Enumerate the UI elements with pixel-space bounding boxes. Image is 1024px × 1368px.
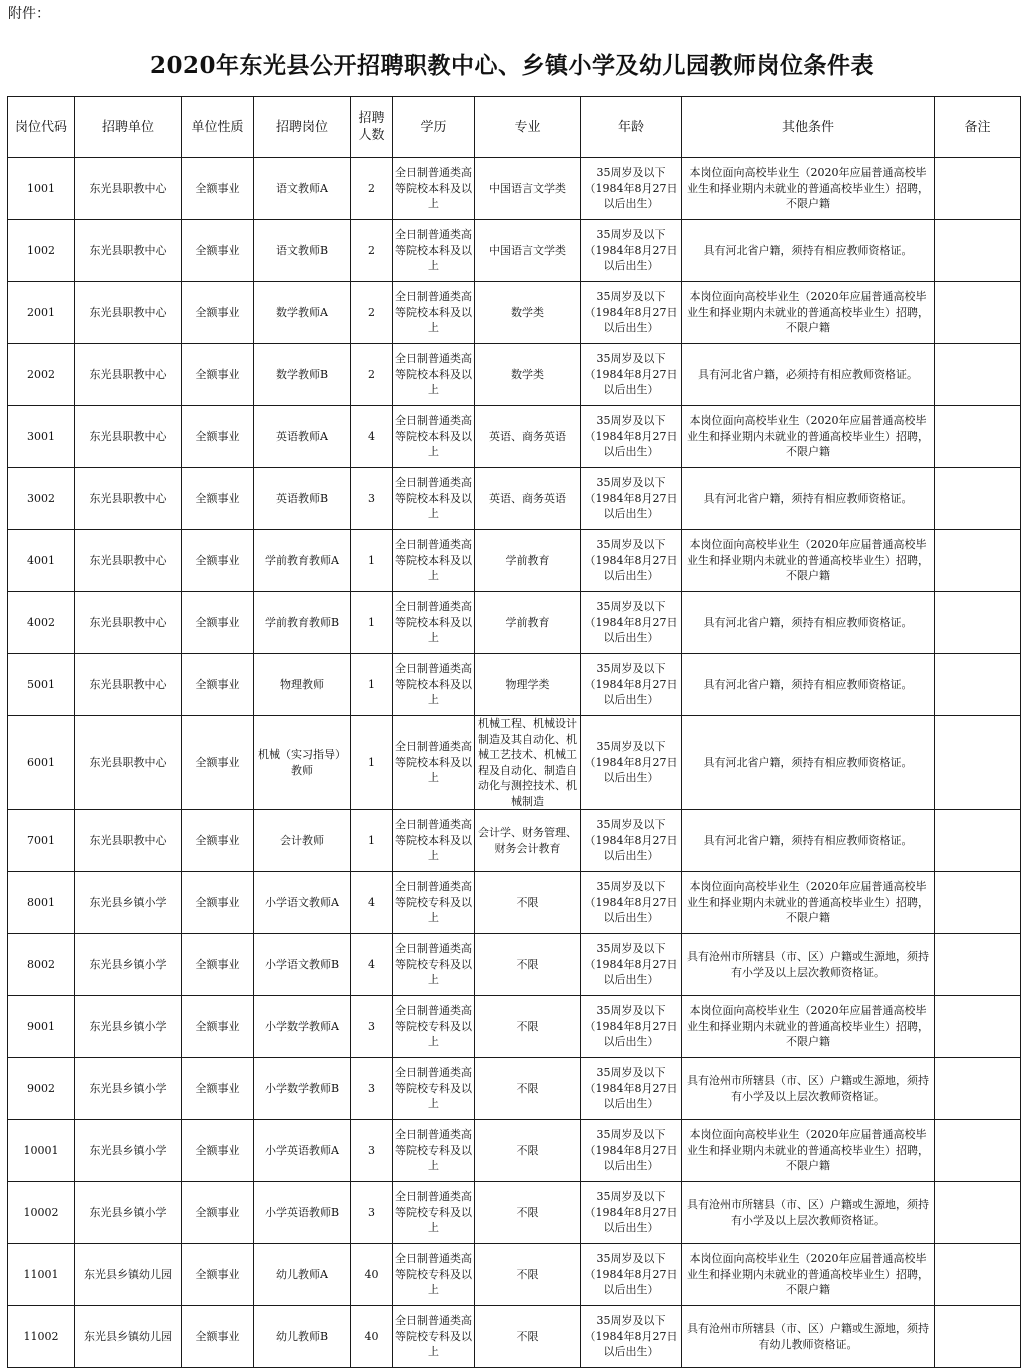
education-cell: 全日制普通类高等院校本科及以上: [393, 406, 475, 468]
employer-cell: 东光县职教中心: [75, 344, 182, 406]
other-conditions-cell: 本岗位面向高校毕业生（2020年应届普通高校毕业生和择业期内未就业的普通高校毕业生）招聘，不限户籍: [682, 530, 935, 592]
age-cell: 35周岁及以下（1984年8月27日以后出生）: [581, 1182, 682, 1244]
remarks-cell: [935, 1244, 1021, 1306]
other-conditions-cell: 具有河北省户籍，须持有相应教师资格证。: [682, 220, 935, 282]
headcount-cell: 4: [351, 934, 393, 996]
unit-type-cell: 全额事业: [182, 996, 254, 1058]
headcount-cell: 1: [351, 592, 393, 654]
attachment-label: 附件：: [8, 6, 50, 22]
table-body: [8, 158, 1021, 1368]
major-cell: 学前教育: [475, 592, 581, 654]
other-conditions-cell: 具有河北省户籍，须持有相应教师资格证。: [682, 654, 935, 716]
table-row: [8, 158, 1021, 220]
major-cell: 不限: [475, 1244, 581, 1306]
table-row: [8, 1306, 1021, 1368]
major-cell: 英语、商务英语: [475, 468, 581, 530]
remarks-cell: [935, 934, 1021, 996]
other-conditions-cell: 具有沧州市所辖县（市、区）户籍或生源地，须持有小学及以上层次教师资格证。: [682, 934, 935, 996]
education-cell: 全日制普通类高等院校本科及以上: [393, 530, 475, 592]
remarks-cell: [935, 530, 1021, 592]
position-code-cell: 8001: [8, 872, 75, 934]
age-cell: 35周岁及以下（1984年8月27日以后出生）: [581, 1306, 682, 1368]
remarks-cell: [935, 996, 1021, 1058]
table-row: [8, 592, 1021, 654]
position-name-cell: 会计教师: [254, 810, 351, 872]
other-conditions-cell: 具有河北省户籍，必须持有相应教师资格证。: [682, 344, 935, 406]
headcount-cell: 1: [351, 530, 393, 592]
employer-cell: 东光县乡镇小学: [75, 934, 182, 996]
education-cell: 全日制普通类高等院校本科及以上: [393, 158, 475, 220]
age-cell: 35周岁及以下（1984年8月27日以后出生）: [581, 872, 682, 934]
position-code-cell: 9002: [8, 1058, 75, 1120]
other-conditions-cell: 具有沧州市所辖县（市、区）户籍或生源地，须持有幼儿教师资格证。: [682, 1306, 935, 1368]
header-cell: 招聘岗位: [254, 97, 351, 158]
position-name-cell: 语文教师A: [254, 158, 351, 220]
age-cell: 35周岁及以下（1984年8月27日以后出生）: [581, 810, 682, 872]
education-cell: 全日制普通类高等院校专科及以上: [393, 996, 475, 1058]
position-code-cell: 5001: [8, 654, 75, 716]
unit-type-cell: 全额事业: [182, 1120, 254, 1182]
remarks-cell: [935, 282, 1021, 344]
headcount-cell: 40: [351, 1306, 393, 1368]
age-cell: 35周岁及以下（1984年8月27日以后出生）: [581, 158, 682, 220]
position-code-cell: 4001: [8, 530, 75, 592]
headcount-cell: 1: [351, 716, 393, 810]
other-conditions-cell: 具有河北省户籍，须持有相应教师资格证。: [682, 468, 935, 530]
table-row: [8, 344, 1021, 406]
position-name-cell: 小学数学教师B: [254, 1058, 351, 1120]
table-row: [8, 220, 1021, 282]
position-code-cell: 10001: [8, 1120, 75, 1182]
header-cell: 招聘单位: [75, 97, 182, 158]
headcount-cell: 3: [351, 1058, 393, 1120]
major-cell: 学前教育: [475, 530, 581, 592]
major-cell: 不限: [475, 1058, 581, 1120]
other-conditions-cell: 具有河北省户籍，须持有相应教师资格证。: [682, 810, 935, 872]
position-name-cell: 英语教师A: [254, 406, 351, 468]
unit-type-cell: 全额事业: [182, 344, 254, 406]
table-row: [8, 530, 1021, 592]
remarks-cell: [935, 468, 1021, 530]
age-cell: 35周岁及以下（1984年8月27日以后出生）: [581, 592, 682, 654]
major-cell: 不限: [475, 1306, 581, 1368]
age-cell: 35周岁及以下（1984年8月27日以后出生）: [581, 220, 682, 282]
employer-cell: 东光县职教中心: [75, 716, 182, 810]
header-cell: 其他条件: [682, 97, 935, 158]
major-cell: 中国语言文学类: [475, 220, 581, 282]
header-cell: 学历: [393, 97, 475, 158]
unit-type-cell: 全额事业: [182, 654, 254, 716]
other-conditions-cell: 本岗位面向高校毕业生（2020年应届普通高校毕业生和择业期内未就业的普通高校毕业生）招聘，不限户籍: [682, 872, 935, 934]
other-conditions-cell: 具有河北省户籍，须持有相应教师资格证。: [682, 716, 935, 810]
remarks-cell: [935, 1306, 1021, 1368]
remarks-cell: [935, 1120, 1021, 1182]
remarks-cell: [935, 872, 1021, 934]
education-cell: 全日制普通类高等院校本科及以上: [393, 592, 475, 654]
table-row: [8, 934, 1021, 996]
other-conditions-cell: 本岗位面向高校毕业生（2020年应届普通高校毕业生和择业期内未就业的普通高校毕业生）招聘，不限户籍: [682, 158, 935, 220]
education-cell: 全日制普通类高等院校本科及以上: [393, 716, 475, 810]
table-row: [8, 872, 1021, 934]
employer-cell: 东光县乡镇小学: [75, 1182, 182, 1244]
education-cell: 全日制普通类高等院校专科及以上: [393, 934, 475, 996]
position-code-cell: 3001: [8, 406, 75, 468]
table-row: [8, 1182, 1021, 1244]
remarks-cell: [935, 810, 1021, 872]
unit-type-cell: 全额事业: [182, 282, 254, 344]
other-conditions-cell: 本岗位面向高校毕业生（2020年应届普通高校毕业生和择业期内未就业的普通高校毕业生）招聘，不限户籍: [682, 996, 935, 1058]
education-cell: 全日制普通类高等院校本科及以上: [393, 468, 475, 530]
major-cell: 不限: [475, 1182, 581, 1244]
position-name-cell: 英语教师B: [254, 468, 351, 530]
headcount-cell: 2: [351, 344, 393, 406]
table-row: [8, 1244, 1021, 1306]
remarks-cell: [935, 158, 1021, 220]
employer-cell: 东光县乡镇小学: [75, 996, 182, 1058]
other-conditions-cell: 本岗位面向高校毕业生（2020年应届普通高校毕业生和择业期内未就业的普通高校毕业生）招聘，不限户籍: [682, 406, 935, 468]
employer-cell: 东光县职教中心: [75, 530, 182, 592]
position-code-cell: 7001: [8, 810, 75, 872]
position-code-cell: 9001: [8, 996, 75, 1058]
headcount-cell: 4: [351, 406, 393, 468]
other-conditions-cell: 具有沧州市所辖县（市、区）户籍或生源地，须持有小学及以上层次教师资格证。: [682, 1058, 935, 1120]
position-code-cell: 10002: [8, 1182, 75, 1244]
major-cell: 中国语言文学类: [475, 158, 581, 220]
header-cell: 招聘人数: [351, 97, 393, 158]
employer-cell: 东光县职教中心: [75, 282, 182, 344]
unit-type-cell: 全额事业: [182, 1306, 254, 1368]
age-cell: 35周岁及以下（1984年8月27日以后出生）: [581, 1244, 682, 1306]
major-cell: 不限: [475, 872, 581, 934]
major-cell: 不限: [475, 996, 581, 1058]
employer-cell: 东光县乡镇小学: [75, 1058, 182, 1120]
position-code-cell: 8002: [8, 934, 75, 996]
major-cell: 数学类: [475, 282, 581, 344]
headcount-cell: 1: [351, 810, 393, 872]
major-cell: 不限: [475, 1120, 581, 1182]
remarks-cell: [935, 716, 1021, 810]
education-cell: 全日制普通类高等院校专科及以上: [393, 1120, 475, 1182]
position-name-cell: 学前教育教师A: [254, 530, 351, 592]
headcount-cell: 3: [351, 1182, 393, 1244]
position-name-cell: 学前教育教师B: [254, 592, 351, 654]
employer-cell: 东光县职教中心: [75, 654, 182, 716]
headcount-cell: 3: [351, 468, 393, 530]
position-code-cell: 1001: [8, 158, 75, 220]
header-cell: 单位性质: [182, 97, 254, 158]
position-code-cell: 11002: [8, 1306, 75, 1368]
unit-type-cell: 全额事业: [182, 220, 254, 282]
headcount-cell: 1: [351, 654, 393, 716]
age-cell: 35周岁及以下（1984年8月27日以后出生）: [581, 654, 682, 716]
education-cell: 全日制普通类高等院校本科及以上: [393, 282, 475, 344]
position-name-cell: 数学教师B: [254, 344, 351, 406]
header-cell: 备注: [935, 97, 1021, 158]
employer-cell: 东光县职教中心: [75, 158, 182, 220]
employer-cell: 东光县职教中心: [75, 220, 182, 282]
table-row: [8, 810, 1021, 872]
headcount-cell: 4: [351, 872, 393, 934]
education-cell: 全日制普通类高等院校专科及以上: [393, 872, 475, 934]
employer-cell: 东光县乡镇小学: [75, 872, 182, 934]
position-name-cell: 物理教师: [254, 654, 351, 716]
table-row: [8, 282, 1021, 344]
position-name-cell: 小学语文教师A: [254, 872, 351, 934]
headcount-cell: 2: [351, 158, 393, 220]
headcount-cell: 40: [351, 1244, 393, 1306]
other-conditions-cell: 具有河北省户籍，须持有相应教师资格证。: [682, 592, 935, 654]
age-cell: 35周岁及以下（1984年8月27日以后出生）: [581, 530, 682, 592]
age-cell: 35周岁及以下（1984年8月27日以后出生）: [581, 344, 682, 406]
unit-type-cell: 全额事业: [182, 1182, 254, 1244]
age-cell: 35周岁及以下（1984年8月27日以后出生）: [581, 406, 682, 468]
table-row: [8, 406, 1021, 468]
other-conditions-cell: 具有沧州市所辖县（市、区）户籍或生源地，须持有小学及以上层次教师资格证。: [682, 1182, 935, 1244]
headcount-cell: 3: [351, 996, 393, 1058]
position-name-cell: 幼儿教师B: [254, 1306, 351, 1368]
position-name-cell: 语文教师B: [254, 220, 351, 282]
unit-type-cell: 全额事业: [182, 716, 254, 810]
table-row: [8, 1058, 1021, 1120]
education-cell: 全日制普通类高等院校本科及以上: [393, 654, 475, 716]
education-cell: 全日制普通类高等院校专科及以上: [393, 1306, 475, 1368]
table-header-row: [8, 97, 1021, 158]
major-cell: 英语、商务英语: [475, 406, 581, 468]
education-cell: 全日制普通类高等院校专科及以上: [393, 1182, 475, 1244]
major-cell: 不限: [475, 934, 581, 996]
remarks-cell: [935, 406, 1021, 468]
age-cell: 35周岁及以下（1984年8月27日以后出生）: [581, 1058, 682, 1120]
major-cell: 会计学、财务管理、财务会计教育: [475, 810, 581, 872]
unit-type-cell: 全额事业: [182, 872, 254, 934]
headcount-cell: 2: [351, 220, 393, 282]
headcount-cell: 3: [351, 1120, 393, 1182]
employer-cell: 东光县乡镇幼儿园: [75, 1306, 182, 1368]
remarks-cell: [935, 220, 1021, 282]
position-code-cell: 2001: [8, 282, 75, 344]
position-name-cell: 小学英语教师A: [254, 1120, 351, 1182]
education-cell: 全日制普通类高等院校专科及以上: [393, 1244, 475, 1306]
unit-type-cell: 全额事业: [182, 468, 254, 530]
remarks-cell: [935, 1182, 1021, 1244]
major-cell: 机械工程、机械设计制造及其自动化、机械工艺技术、机械工程及自动化、制造自动化与测控技术、机械制造: [475, 716, 581, 810]
age-cell: 35周岁及以下（1984年8月27日以后出生）: [581, 1120, 682, 1182]
unit-type-cell: 全额事业: [182, 1244, 254, 1306]
age-cell: 35周岁及以下（1984年8月27日以后出生）: [581, 716, 682, 810]
unit-type-cell: 全额事业: [182, 934, 254, 996]
remarks-cell: [935, 1058, 1021, 1120]
employer-cell: 东光县乡镇幼儿园: [75, 1244, 182, 1306]
position-code-cell: 6001: [8, 716, 75, 810]
remarks-cell: [935, 654, 1021, 716]
position-name-cell: 小学数学教师A: [254, 996, 351, 1058]
age-cell: 35周岁及以下（1984年8月27日以后出生）: [581, 468, 682, 530]
header-cell: 岗位代码: [8, 97, 75, 158]
headcount-cell: 2: [351, 282, 393, 344]
employer-cell: 东光县职教中心: [75, 468, 182, 530]
age-cell: 35周岁及以下（1984年8月27日以后出生）: [581, 996, 682, 1058]
document-title: 2020年东光县公开招聘职教中心、乡镇小学及幼儿园教师岗位条件表: [149, 52, 874, 79]
unit-type-cell: 全额事业: [182, 810, 254, 872]
position-name-cell: 小学语文教师B: [254, 934, 351, 996]
employer-cell: 东光县乡镇小学: [75, 1120, 182, 1182]
other-conditions-cell: 本岗位面向高校毕业生（2020年应届普通高校毕业生和择业期内未就业的普通高校毕业生）招聘，不限户籍: [682, 282, 935, 344]
unit-type-cell: 全额事业: [182, 406, 254, 468]
remarks-cell: [935, 592, 1021, 654]
position-name-cell: 幼儿教师A: [254, 1244, 351, 1306]
header-cell: 专业: [475, 97, 581, 158]
remarks-cell: [935, 344, 1021, 406]
employer-cell: 东光县职教中心: [75, 406, 182, 468]
position-code-cell: 3002: [8, 468, 75, 530]
table-row: [8, 468, 1021, 530]
education-cell: 全日制普通类高等院校本科及以上: [393, 810, 475, 872]
positions-table: [7, 96, 1021, 1368]
unit-type-cell: 全额事业: [182, 592, 254, 654]
other-conditions-cell: 本岗位面向高校毕业生（2020年应届普通高校毕业生和择业期内未就业的普通高校毕业生）招聘，不限户籍: [682, 1244, 935, 1306]
position-code-cell: 2002: [8, 344, 75, 406]
education-cell: 全日制普通类高等院校专科及以上: [393, 1058, 475, 1120]
table-row: [8, 1120, 1021, 1182]
employer-cell: 东光县职教中心: [75, 810, 182, 872]
table-row: [8, 716, 1021, 810]
position-code-cell: 1002: [8, 220, 75, 282]
age-cell: 35周岁及以下（1984年8月27日以后出生）: [581, 282, 682, 344]
header-cell: 年龄: [581, 97, 682, 158]
employer-cell: 东光县职教中心: [75, 592, 182, 654]
position-code-cell: 11001: [8, 1244, 75, 1306]
other-conditions-cell: 本岗位面向高校毕业生（2020年应届普通高校毕业生和择业期内未就业的普通高校毕业生）招聘，不限户籍: [682, 1120, 935, 1182]
table-row: [8, 996, 1021, 1058]
unit-type-cell: 全额事业: [182, 530, 254, 592]
unit-type-cell: 全额事业: [182, 1058, 254, 1120]
unit-type-cell: 全额事业: [182, 158, 254, 220]
table-row: [8, 654, 1021, 716]
major-cell: 物理学类: [475, 654, 581, 716]
position-name-cell: 数学教师A: [254, 282, 351, 344]
position-name-cell: 机械（实习指导）教师: [254, 716, 351, 810]
major-cell: 数学类: [475, 344, 581, 406]
age-cell: 35周岁及以下（1984年8月27日以后出生）: [581, 934, 682, 996]
position-name-cell: 小学英语教师B: [254, 1182, 351, 1244]
position-code-cell: 4002: [8, 592, 75, 654]
education-cell: 全日制普通类高等院校本科及以上: [393, 220, 475, 282]
education-cell: 全日制普通类高等院校本科及以上: [393, 344, 475, 406]
